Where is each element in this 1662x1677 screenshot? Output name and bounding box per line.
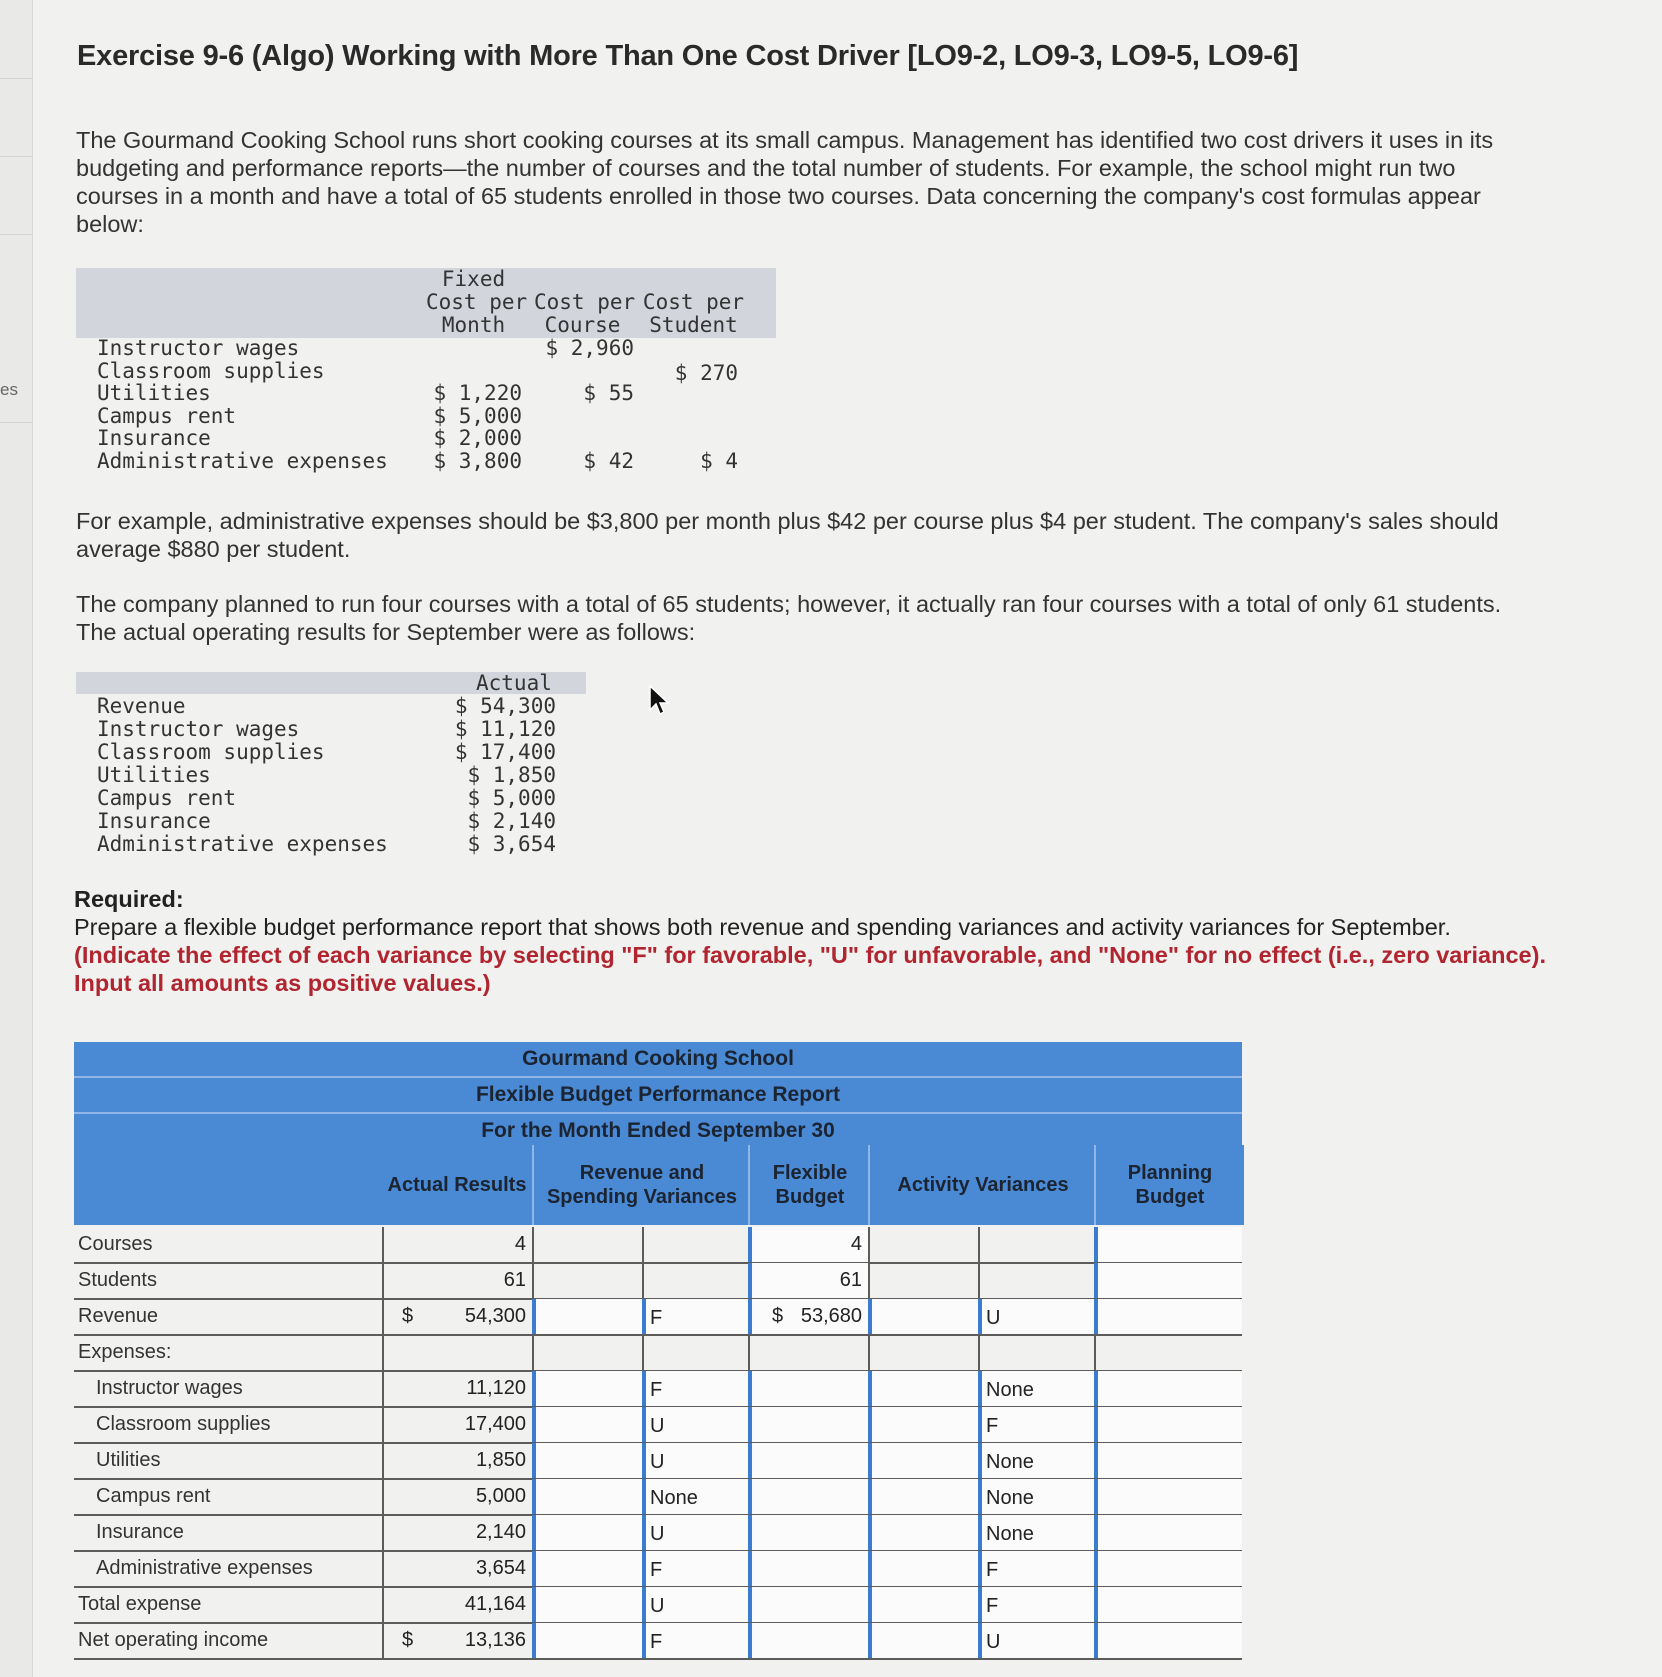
actual-value: $ 11,120 [454,717,556,741]
planning-budget-input[interactable] [1094,1299,1242,1334]
actual-value: 11,120 [466,1377,526,1399]
revenue-spending-effect-select [642,1263,748,1298]
actual-cell [382,1407,532,1442]
actual-value: 4 [514,1233,526,1255]
actual-cell [382,1263,532,1298]
row-label: Revenue [78,1305,159,1327]
row-label: Utilities [97,763,211,787]
activity-effect-select[interactable] [978,1299,1094,1334]
cell-fixed: $ 1,220 [433,381,522,405]
effect-value: F [986,1559,999,1581]
effect-value: U [650,1415,665,1437]
revenue-spending-effect-select [642,1227,748,1262]
activity-variance-input[interactable] [868,1623,978,1658]
flexible-budget-input [748,1335,868,1370]
actual-value: 61 [503,1269,526,1291]
planning-budget-input[interactable] [1094,1587,1242,1622]
table-row [74,1443,1242,1480]
flexible-budget-input[interactable] [748,1479,868,1514]
sidebar-tab[interactable] [0,0,32,79]
flexible-budget-input[interactable] [748,1263,868,1298]
flexible-budget-value: 53,680 [800,1305,862,1327]
column-header: Cost per Course [534,290,636,337]
example-paragraph: For example, administrative expenses should be $3,800 per month plus $42 per course plus $4 per student. The company's sales should average $880 per student. [76,508,1499,562]
flexible-budget-input[interactable] [748,1587,868,1622]
revenue-spending-effect-select[interactable] [642,1299,748,1334]
actual-value: 3,654 [475,1557,526,1579]
cell-student: $ 4 [700,448,738,473]
actual-cell [382,1623,532,1658]
revenue-spending-variance-input[interactable] [532,1551,642,1586]
sidebar-tab[interactable] [0,156,32,235]
actual-value: 17,400 [464,1413,526,1435]
row-label: Insurance [97,426,211,450]
required-section [74,885,1554,997]
activity-effect-select [978,1227,1094,1262]
effect-value: None [986,1379,1034,1401]
required-text: Prepare a flexible budget performance report that shows both revenue and spending variances and activity variances for September. [74,914,1451,940]
planning-budget-input[interactable] [1094,1515,1242,1550]
flexible-budget-value: 61 [839,1269,862,1291]
row-label: Total expense [78,1593,202,1615]
row-label: Campus rent [97,786,237,810]
report-header [74,1042,1242,1150]
actual-cell [382,1299,532,1334]
section-row [74,1335,1242,1372]
table-row [74,1551,1242,1588]
activity-variance-input [868,1263,978,1298]
intro-paragraph: The Gourmand Cooking School runs short cooking courses at its small campus. Management has identified two cost drivers it uses in its budgeting and performance reports—the number of courses and the total number of students. For example, the school might run two courses in a month and have a total of 65 students enrolled in those two courses. Data concerning the company's cost formulas appear below: [76,127,1494,237]
effect-value: None [986,1487,1034,1509]
activity-effect-select[interactable] [978,1479,1094,1514]
actual-value: $ 3,654 [467,832,556,856]
activity-effect-select [978,1263,1094,1298]
effect-value: U [986,1307,1001,1329]
column-header: Fixed Cost per Month [426,267,528,337]
activity-effect-select[interactable] [978,1551,1094,1586]
planning-budget-input[interactable] [1094,1551,1242,1586]
flexible-budget-input[interactable] [748,1227,868,1262]
mouse-cursor-icon [648,684,672,718]
actual-cell [382,1371,532,1406]
report-period: For the Month Ended September 30 [74,1114,1242,1150]
cell-course: $ 2,960 [545,336,634,360]
effect-value: F [650,1307,663,1329]
revenue-spending-effect-select[interactable] [642,1551,748,1586]
left-sidebar-strip [0,0,33,1677]
actual-cell [382,1479,532,1514]
revenue-spending-effect-select[interactable] [642,1443,748,1478]
effect-value: F [986,1415,999,1437]
flexible-budget-input[interactable] [748,1623,868,1658]
col-actual-results: Actual Results [382,1145,532,1225]
row-label: Courses [78,1233,153,1255]
row-label: Classroom supplies [96,1413,271,1435]
activity-variance-input[interactable] [868,1371,978,1406]
revenue-spending-effect-select [642,1335,748,1370]
sidebar-label: es [0,380,18,399]
row-label: Instructor wages [97,717,300,741]
activity-effect-select[interactable] [978,1443,1094,1478]
row-label: Utilities [96,1449,161,1471]
planning-budget-input[interactable] [1094,1443,1242,1478]
table-row [74,1263,1242,1300]
exercise-title: Exercise 9-6 (Algo) Working with More Than One Cost Driver [LO9-2, LO9-3, LO9-5, LO9-6] [77,40,1299,72]
effect-value: None [986,1523,1034,1545]
revenue-spending-variance-input[interactable] [532,1299,642,1334]
cost-formula-table [76,268,776,478]
cell-fixed: $ 5,000 [433,403,522,428]
required-label: Required: [74,886,184,912]
row-label: Classroom supplies [97,740,325,764]
revenue-spending-effect-select[interactable] [642,1515,748,1550]
actual-value: 5,000 [475,1485,526,1507]
table-row [74,1407,1242,1444]
activity-effect-select[interactable] [978,1515,1094,1550]
row-label: Administrative expenses [97,832,388,856]
row-label: Campus rent [96,1485,211,1507]
col-flexible-budget: Flexible Budget [748,1145,870,1225]
flexible-budget-input[interactable] [748,1551,868,1586]
planning-budget-input [1094,1335,1242,1370]
revenue-spending-effect-select[interactable] [642,1623,748,1658]
column-header: Actual [476,671,552,695]
actual-value: $ 17,400 [454,740,556,764]
revenue-spending-effect-select[interactable] [642,1479,748,1514]
cell-course: $ 42 [583,448,634,473]
dollar-sign: $ [772,1305,784,1327]
row-label: Insurance [97,809,211,833]
flexible-budget-input[interactable] [748,1371,868,1406]
activity-effect-select[interactable] [978,1623,1094,1658]
activity-effect-select[interactable] [978,1587,1094,1622]
effect-value: U [650,1595,665,1617]
actual-value: $ 5,000 [467,786,556,810]
row-label: Expenses: [78,1341,172,1363]
actual-cell [382,1551,532,1586]
row-label: Classroom supplies [97,358,325,383]
revenue-spending-variance-input[interactable] [532,1479,642,1514]
flexible-budget-value: 4 [850,1233,862,1255]
actual-value: 2,140 [475,1521,526,1543]
revenue-spending-variance-input[interactable] [532,1443,642,1478]
activity-variance-input[interactable] [868,1407,978,1442]
row-label: Administrative expenses [96,1557,313,1579]
effect-value: U [986,1631,1001,1653]
actual-value: 13,136 [464,1629,526,1651]
effect-value: F [650,1559,663,1581]
effect-value: U [650,1523,665,1545]
table-row [74,1515,1242,1552]
table-row [74,1479,1242,1516]
table-row [74,1371,1242,1408]
flexible-budget-input[interactable] [748,1299,868,1334]
row-label: Net operating income [78,1629,269,1651]
effect-value: F [650,1631,663,1653]
actual-value: $ 1,850 [467,763,556,787]
revenue-spending-variance-input[interactable] [532,1587,642,1622]
actual-cell [382,1515,532,1550]
revenue-spending-variance-input[interactable] [532,1623,642,1658]
row-label: Instructor wages [96,1377,243,1399]
cell-student: $ 270 [674,360,738,385]
flexible-budget-input[interactable] [748,1407,868,1442]
cell-fixed: $ 3,800 [433,448,522,473]
revenue-spending-effect-select[interactable] [642,1371,748,1406]
activity-effect-select[interactable] [978,1371,1094,1406]
table-row [74,1299,1242,1336]
row-label: Campus rent [97,403,237,428]
actual-value: $ 54,300 [454,694,556,718]
row-label: Instructor wages [97,336,300,360]
revenue-spending-variance-input [532,1263,642,1298]
required-instruction: (Indicate the effect of each variance by selecting "F" for favorable, "U" for unfavorable, and "None" for no effect (i.e., zero variance). Input all amounts as positive values.) [74,942,1546,996]
activity-variance-input [868,1227,978,1262]
row-label: Utilities [97,381,211,405]
actual-value: 54,300 [464,1305,526,1327]
flexible-budget-input[interactable] [748,1515,868,1550]
table-row [74,1227,1242,1264]
row-label: Revenue [97,694,186,718]
report-title: Flexible Budget Performance Report [74,1078,1242,1114]
effect-value: F [650,1379,663,1401]
revenue-spending-effect-select[interactable] [642,1407,748,1442]
actual-value: $ 2,140 [467,809,556,833]
effect-value: None [650,1487,698,1509]
actual-cell [382,1227,532,1262]
report-company: Gourmand Cooking School [74,1042,1242,1078]
actual-value: 41,164 [464,1593,526,1615]
revenue-spending-variance-input[interactable] [532,1407,642,1442]
col-activity-variances: Activity Variances [868,1145,1096,1225]
planning-budget-input[interactable] [1094,1227,1242,1262]
col-planning-budget: Planning Budget [1094,1145,1244,1225]
table-row [74,1587,1242,1624]
activity-variance-input[interactable] [868,1515,978,1550]
revenue-spending-variance-input [532,1335,642,1370]
planning-budget-input[interactable] [1094,1623,1242,1658]
flexible-budget-input[interactable] [748,1443,868,1478]
dollar-sign: $ [402,1629,414,1651]
col-revenue-spending-variances: Revenue and Spending Variances [532,1145,750,1225]
row-label: Administrative expenses [97,448,388,473]
activity-variance-input[interactable] [868,1443,978,1478]
sidebar-tab[interactable] [0,78,32,157]
actual-cell [382,1587,532,1622]
planning-budget-input[interactable] [1094,1371,1242,1406]
row-label: Students [78,1269,157,1291]
planning-budget-input[interactable] [1094,1479,1242,1514]
planned-paragraph: The company planned to run four courses with a total of 65 students; however, it actually ran four courses with a total of only 61 students. The actual operating results for September were as follows: [76,591,1502,645]
revenue-spending-variance-input[interactable] [532,1371,642,1406]
cell-fixed: $ 2,000 [433,426,522,450]
planning-budget-input[interactable] [1094,1407,1242,1442]
activity-effect-select[interactable] [978,1407,1094,1442]
activity-variance-input[interactable] [868,1479,978,1514]
actual-value: 1,850 [475,1449,526,1471]
row-label: Insurance [96,1521,184,1543]
revenue-spending-variance-input[interactable] [532,1515,642,1550]
effect-value: None [986,1451,1034,1473]
cell-course: $ 55 [583,381,634,405]
dollar-sign: $ [402,1305,414,1327]
effect-value: U [650,1451,665,1473]
activity-effect-select [978,1335,1094,1370]
actual-results-table [76,672,586,862]
table-row [74,1623,1242,1660]
planning-budget-input[interactable] [1094,1263,1242,1298]
activity-variance-input[interactable] [868,1299,978,1334]
actual-cell [382,1335,532,1370]
revenue-spending-effect-select[interactable] [642,1587,748,1622]
revenue-spending-variance-input [532,1227,642,1262]
actual-cell [382,1443,532,1478]
activity-variance-input[interactable] [868,1551,978,1586]
activity-variance-input [868,1335,978,1370]
effect-value: F [986,1595,999,1617]
column-header: Cost per Student [642,290,745,337]
activity-variance-input[interactable] [868,1587,978,1622]
